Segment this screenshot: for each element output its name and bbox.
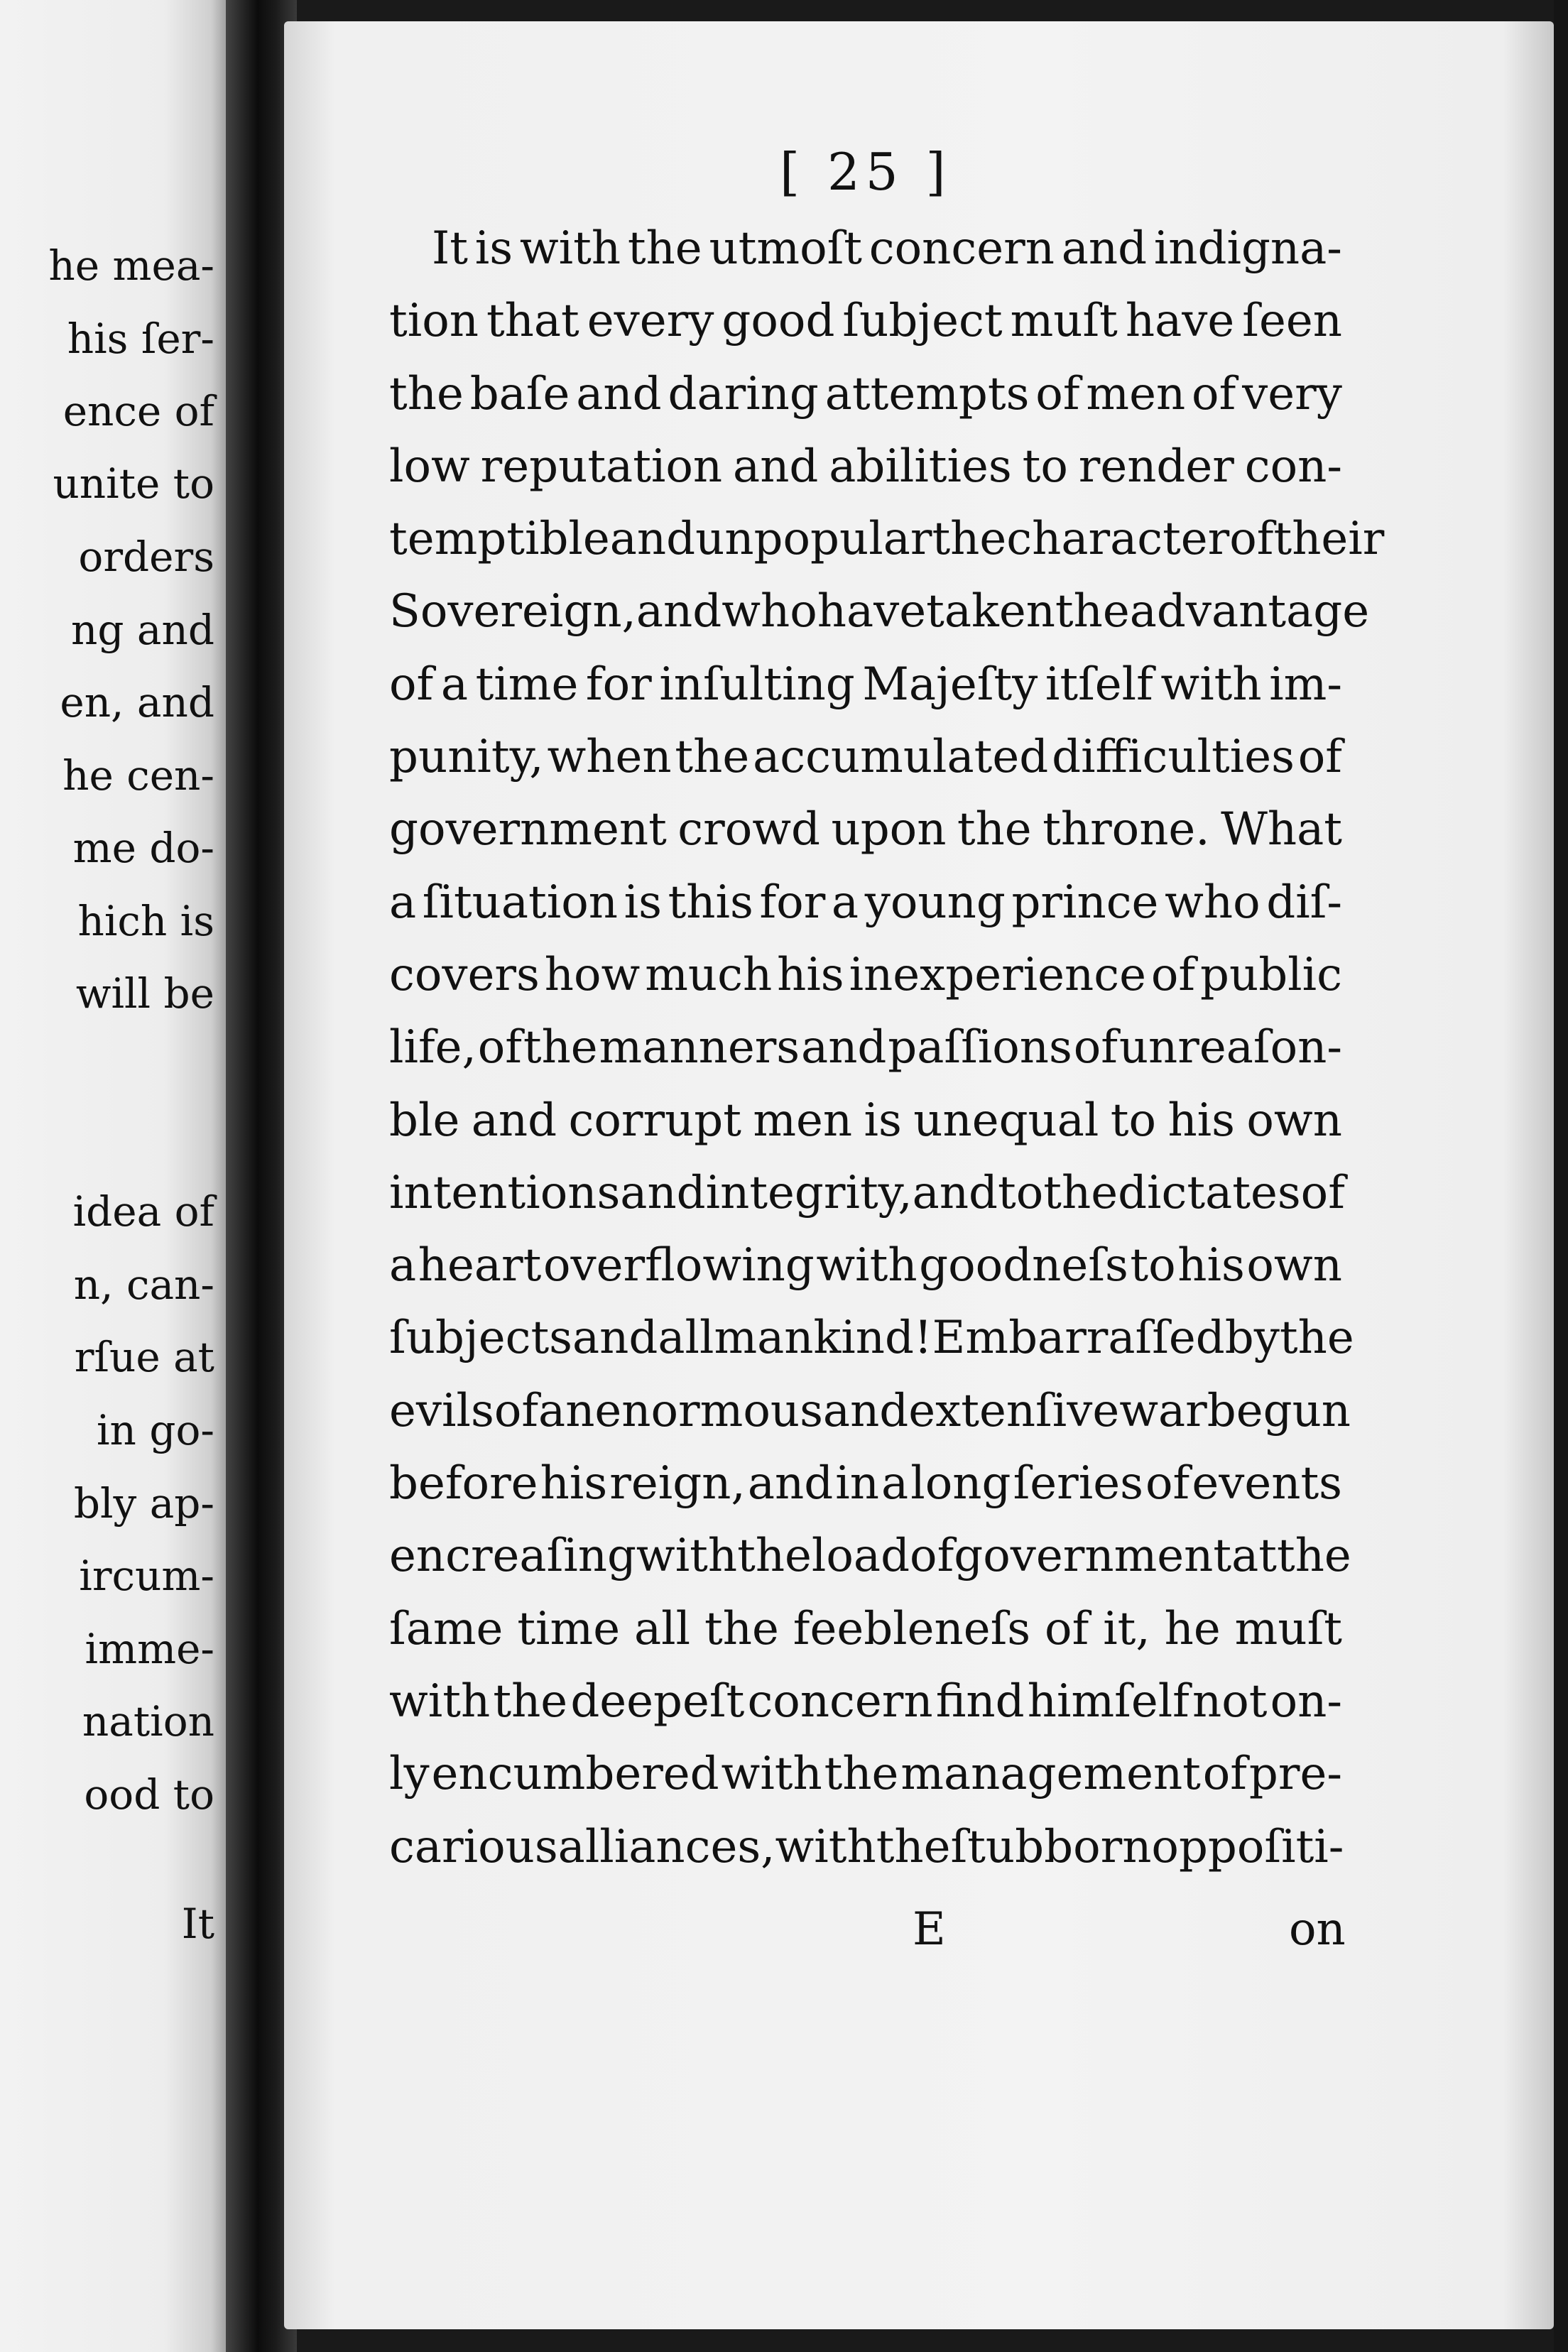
word: a bbox=[440, 658, 468, 711]
word: ſame bbox=[389, 1602, 503, 1655]
word: government bbox=[389, 803, 667, 856]
left-page-catchword: It bbox=[181, 1900, 214, 1948]
left-page-line: me do- bbox=[72, 824, 214, 872]
text-line bbox=[389, 1021, 1342, 1097]
word: is bbox=[474, 222, 513, 275]
word: when bbox=[547, 731, 672, 784]
word: muſt bbox=[1010, 295, 1118, 348]
word: his bbox=[1177, 1239, 1245, 1292]
text-line bbox=[389, 585, 1370, 661]
word: begun bbox=[1207, 1384, 1351, 1437]
word: render bbox=[1078, 440, 1234, 493]
word: punity, bbox=[389, 731, 544, 784]
word: public bbox=[1200, 948, 1342, 1001]
word: ! bbox=[913, 1312, 932, 1365]
word: enormous bbox=[594, 1384, 823, 1437]
word: and bbox=[822, 1384, 909, 1437]
word: to bbox=[1110, 1094, 1157, 1147]
word: of bbox=[1145, 1457, 1190, 1510]
word: alliances, bbox=[557, 1820, 775, 1873]
text-line bbox=[389, 295, 1342, 371]
word: overflowing bbox=[543, 1239, 815, 1292]
text-line bbox=[389, 1820, 1344, 1897]
word: reputation bbox=[480, 440, 723, 493]
word: life, bbox=[389, 1021, 477, 1074]
word: extenſive bbox=[908, 1384, 1120, 1437]
word: accumulated bbox=[753, 731, 1049, 784]
text-line bbox=[389, 1675, 1342, 1751]
word: his bbox=[540, 1457, 608, 1510]
word: is bbox=[864, 1094, 902, 1147]
word: war bbox=[1119, 1384, 1207, 1437]
word: at bbox=[1231, 1530, 1277, 1583]
word: daring bbox=[668, 367, 819, 420]
word: and bbox=[1061, 222, 1148, 275]
left-page bbox=[0, 0, 234, 2352]
word: deepeſt bbox=[570, 1675, 745, 1728]
word: Embarraſſed bbox=[932, 1312, 1225, 1365]
word: in bbox=[835, 1457, 879, 1510]
left-page-line: ircum- bbox=[79, 1552, 214, 1600]
word: and bbox=[572, 1312, 658, 1365]
word: by bbox=[1224, 1312, 1280, 1365]
word: who bbox=[722, 585, 817, 638]
word: ſeen bbox=[1242, 295, 1342, 348]
word: own bbox=[1246, 1239, 1342, 1292]
word: upon bbox=[831, 803, 947, 856]
word: the bbox=[389, 367, 464, 420]
word: young bbox=[864, 876, 1006, 929]
word: Majeſty bbox=[862, 658, 1038, 711]
word: and bbox=[636, 585, 722, 638]
word: difficulties bbox=[1052, 731, 1295, 784]
text-line bbox=[389, 1457, 1342, 1533]
text-line bbox=[389, 440, 1342, 516]
text-line bbox=[389, 803, 1342, 879]
word: throne. bbox=[1042, 803, 1210, 856]
word: and bbox=[609, 513, 696, 566]
word: ſituation bbox=[422, 876, 618, 929]
word: men bbox=[1086, 367, 1186, 420]
word: the bbox=[1055, 585, 1130, 638]
word: good bbox=[722, 295, 835, 348]
signature-mark: E bbox=[913, 1903, 946, 1956]
left-page-line: unite to bbox=[53, 459, 214, 508]
word: paſſions bbox=[888, 1021, 1072, 1074]
word: ſtubborn bbox=[950, 1820, 1152, 1873]
word: the bbox=[1276, 1530, 1351, 1583]
page-number: [ 25 ] bbox=[780, 142, 952, 202]
word: and bbox=[576, 367, 662, 420]
word: goodneſs bbox=[919, 1239, 1128, 1292]
word: of bbox=[477, 1021, 522, 1074]
word: temptible bbox=[389, 513, 610, 566]
word: find bbox=[935, 1675, 1025, 1728]
text-line bbox=[389, 1166, 1345, 1243]
word: that bbox=[486, 295, 579, 348]
word: and bbox=[733, 440, 819, 493]
left-page-line: he mea- bbox=[48, 241, 214, 290]
text-line bbox=[389, 222, 1342, 298]
word: im- bbox=[1269, 658, 1342, 711]
word: It bbox=[432, 222, 468, 275]
word: all bbox=[634, 1602, 691, 1655]
word: inexperience bbox=[849, 948, 1146, 1001]
left-page-line: imme- bbox=[85, 1625, 214, 1673]
word: very bbox=[1242, 367, 1342, 420]
word: the bbox=[493, 1675, 568, 1728]
word: ſubject bbox=[842, 295, 1003, 348]
left-page-line: nation bbox=[82, 1697, 214, 1746]
left-page-line: hich is bbox=[77, 897, 214, 945]
word: a bbox=[389, 1239, 417, 1292]
word: his bbox=[1167, 1094, 1235, 1147]
word: this bbox=[668, 876, 753, 929]
left-page-line: idea of bbox=[72, 1187, 214, 1236]
word: their bbox=[1273, 513, 1385, 566]
word: have bbox=[1125, 295, 1235, 348]
word: men bbox=[753, 1094, 853, 1147]
word: feebleneſs bbox=[793, 1602, 1031, 1655]
word: of bbox=[1073, 1021, 1118, 1074]
word: long bbox=[910, 1457, 1011, 1510]
text-line bbox=[389, 876, 1342, 952]
word: diſ- bbox=[1266, 876, 1342, 929]
word: the bbox=[1279, 1312, 1354, 1365]
text-line bbox=[389, 1530, 1351, 1606]
word: advantage bbox=[1129, 585, 1370, 638]
word: and bbox=[747, 1457, 834, 1510]
word: encreaſing bbox=[389, 1530, 636, 1583]
word: ſeries bbox=[1013, 1457, 1143, 1510]
word: muſt bbox=[1234, 1602, 1342, 1655]
word: with bbox=[721, 1748, 822, 1801]
word: the bbox=[957, 803, 1032, 856]
word: integrity, bbox=[705, 1166, 913, 1219]
catchword: on bbox=[1289, 1903, 1346, 1956]
word: a bbox=[881, 1457, 909, 1510]
word: with bbox=[519, 222, 621, 275]
word: the bbox=[523, 1021, 598, 1074]
word: oppoſiti- bbox=[1151, 1820, 1344, 1873]
left-page-line: rſue at bbox=[74, 1333, 214, 1381]
text-line bbox=[389, 731, 1342, 807]
word: and bbox=[801, 1021, 887, 1074]
word: all bbox=[658, 1312, 714, 1365]
word: Sovereign, bbox=[389, 585, 636, 638]
word: it, bbox=[1103, 1602, 1150, 1655]
word: inſulting bbox=[659, 658, 855, 711]
word: of bbox=[1297, 731, 1342, 784]
word: load bbox=[811, 1530, 910, 1583]
text-line bbox=[389, 1094, 1342, 1170]
word: heart bbox=[418, 1239, 542, 1292]
text-line bbox=[389, 1748, 1342, 1824]
word: and bbox=[620, 1166, 706, 1219]
word: of bbox=[1150, 948, 1196, 1001]
word: What bbox=[1221, 803, 1342, 856]
word: with bbox=[389, 1675, 491, 1728]
left-page-line: ood to bbox=[84, 1770, 214, 1819]
left-page-line: will be bbox=[75, 969, 214, 1018]
word: and bbox=[471, 1094, 557, 1147]
word: concern bbox=[747, 1675, 933, 1728]
left-page-line: he cen- bbox=[62, 751, 214, 800]
left-page-line: ence of bbox=[62, 387, 214, 435]
word: of bbox=[1229, 513, 1274, 566]
word: taken bbox=[926, 585, 1055, 638]
word: own bbox=[1246, 1094, 1342, 1147]
word: the bbox=[627, 222, 702, 275]
word: management bbox=[900, 1748, 1201, 1801]
word: the bbox=[824, 1748, 899, 1801]
word: of bbox=[1202, 1748, 1247, 1801]
word: a bbox=[389, 876, 417, 929]
word: not bbox=[1192, 1675, 1268, 1728]
text-line bbox=[389, 1384, 1351, 1461]
word: every bbox=[587, 295, 714, 348]
word: with bbox=[816, 1239, 918, 1292]
left-page-line: ng and bbox=[71, 606, 214, 654]
word: for bbox=[585, 658, 652, 711]
body-text bbox=[389, 222, 1385, 1897]
word: an bbox=[538, 1384, 595, 1437]
word: of bbox=[1045, 1602, 1089, 1655]
word: ble bbox=[389, 1094, 460, 1147]
word: time bbox=[517, 1602, 621, 1655]
text-line bbox=[389, 1239, 1342, 1315]
word: unpopular bbox=[695, 513, 932, 566]
word: low bbox=[389, 440, 470, 493]
word: con- bbox=[1244, 440, 1342, 493]
left-page-line: bly ap- bbox=[73, 1479, 214, 1528]
word: evils bbox=[389, 1384, 494, 1437]
word: himſelf bbox=[1027, 1675, 1189, 1728]
word: covers bbox=[389, 948, 540, 1001]
word: with bbox=[775, 1820, 876, 1873]
word: carious bbox=[389, 1820, 558, 1873]
word: of bbox=[1192, 367, 1236, 420]
word: of bbox=[1300, 1166, 1345, 1219]
word: ſubjects bbox=[389, 1312, 572, 1365]
word: tion bbox=[389, 295, 479, 348]
word: the bbox=[737, 1530, 812, 1583]
word: unequal bbox=[913, 1094, 1099, 1147]
word: dictates bbox=[1118, 1166, 1301, 1219]
left-page-line: orders bbox=[78, 533, 214, 581]
word: manners bbox=[599, 1021, 800, 1074]
word: his bbox=[777, 948, 844, 1001]
word: of bbox=[389, 658, 434, 711]
text-line bbox=[389, 658, 1342, 734]
word: he bbox=[1164, 1602, 1221, 1655]
word: ly bbox=[389, 1748, 430, 1801]
word: mankind bbox=[714, 1312, 914, 1365]
word: corrupt bbox=[568, 1094, 741, 1147]
word: concern bbox=[869, 222, 1055, 275]
word: on- bbox=[1270, 1675, 1342, 1728]
word: unreaſon- bbox=[1118, 1021, 1342, 1074]
word: crowd bbox=[677, 803, 821, 856]
text-line bbox=[389, 1312, 1354, 1388]
word: character bbox=[1006, 513, 1230, 566]
word: before bbox=[389, 1457, 538, 1510]
word: time bbox=[475, 658, 579, 711]
word: events bbox=[1192, 1457, 1342, 1510]
text-line bbox=[389, 367, 1342, 444]
word: with bbox=[1160, 658, 1262, 711]
left-page-line: n, can- bbox=[73, 1261, 214, 1309]
word: much bbox=[645, 948, 773, 1001]
word: the bbox=[675, 731, 750, 784]
word: attempts bbox=[824, 367, 1030, 420]
word: pre- bbox=[1248, 1748, 1342, 1801]
text-line bbox=[389, 513, 1385, 589]
word: intentions bbox=[389, 1166, 621, 1219]
word: to bbox=[1130, 1239, 1176, 1292]
word: reign, bbox=[609, 1457, 746, 1510]
word: government bbox=[954, 1530, 1232, 1583]
text-line bbox=[389, 1602, 1342, 1679]
word: itſelf bbox=[1045, 658, 1153, 711]
word: of bbox=[1035, 367, 1080, 420]
word: is bbox=[624, 876, 662, 929]
word: for bbox=[759, 876, 826, 929]
word: who bbox=[1165, 876, 1261, 929]
word: how bbox=[544, 948, 641, 1001]
left-page-line: in go- bbox=[97, 1406, 214, 1454]
left-page-line: en, and bbox=[60, 678, 214, 726]
word: the bbox=[932, 513, 1007, 566]
word: the bbox=[1043, 1166, 1118, 1219]
word: utmoſt bbox=[709, 222, 862, 275]
word: encumbered bbox=[431, 1748, 719, 1801]
left-page-line: his ſer- bbox=[67, 315, 214, 363]
word: a bbox=[831, 876, 859, 929]
word: with bbox=[636, 1530, 738, 1583]
word: of bbox=[494, 1384, 539, 1437]
word: to bbox=[1022, 440, 1068, 493]
page-edge bbox=[1554, 0, 1568, 2352]
word: indigna- bbox=[1153, 222, 1342, 275]
word: to bbox=[998, 1166, 1044, 1219]
word: prince bbox=[1011, 876, 1159, 929]
word: of bbox=[910, 1530, 954, 1583]
text-line bbox=[389, 948, 1342, 1025]
word: baſe bbox=[469, 367, 570, 420]
word: abilities bbox=[829, 440, 1012, 493]
word: the bbox=[704, 1602, 779, 1655]
word: have bbox=[817, 585, 927, 638]
word: the bbox=[876, 1820, 951, 1873]
word: and bbox=[912, 1166, 998, 1219]
